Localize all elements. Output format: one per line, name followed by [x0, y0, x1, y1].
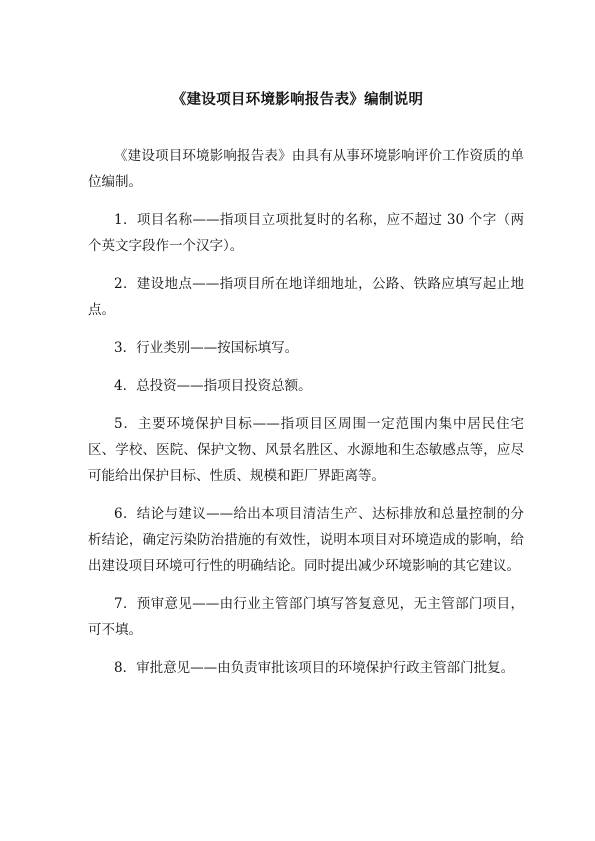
- document-title: 《建设项目环境影响报告表》编制说明: [171, 92, 424, 108]
- intro-paragraph: 《建设项目环境影响报告表》由具有从事环境影响评价工作资质的单位编制。: [88, 148, 524, 190]
- item-project-name: 1．项目名称——指项目立项批复时的名称，应不超过 30 个字（两个英文字段作一个汉字）。: [88, 212, 524, 254]
- item-conclusions: 6．结论与建议——给出本项目清洁生产、达标排放和总量控制的分析结论，确定污染防治措施的有效性，说明本项目对环境造成的影响，给出建设项目环境可行性的明确结论。同时提出减少环境影响的其它建议。: [88, 506, 524, 574]
- item-pre-review: 7．预审意见——由行业主管部门填写答复意见，无主管部门项目，可不填。: [88, 596, 524, 638]
- item-industry-category: 3．行业类别——按国标填写。: [114, 340, 299, 356]
- item-approval: 8．审批意见——由负责审批该项目的环境保护行政主管部门批复。: [114, 660, 515, 676]
- item-construction-site: 2．建设地点——指项目所在地详细地址，公路、铁路应填写起止地点。: [88, 276, 524, 318]
- item-total-investment: 4．总投资——指项目投资总额。: [114, 378, 312, 394]
- document-body: [88, 143, 524, 693]
- item-protection-targets: 5．主要环境保护目标——指项目区周围一定范围内集中居民住宅区、学校、医院、保护文物、风景名胜区、水源地和生态敏感点等，应尽可能给出保护目标、性质、规模和距厂界距离等。: [88, 416, 524, 484]
